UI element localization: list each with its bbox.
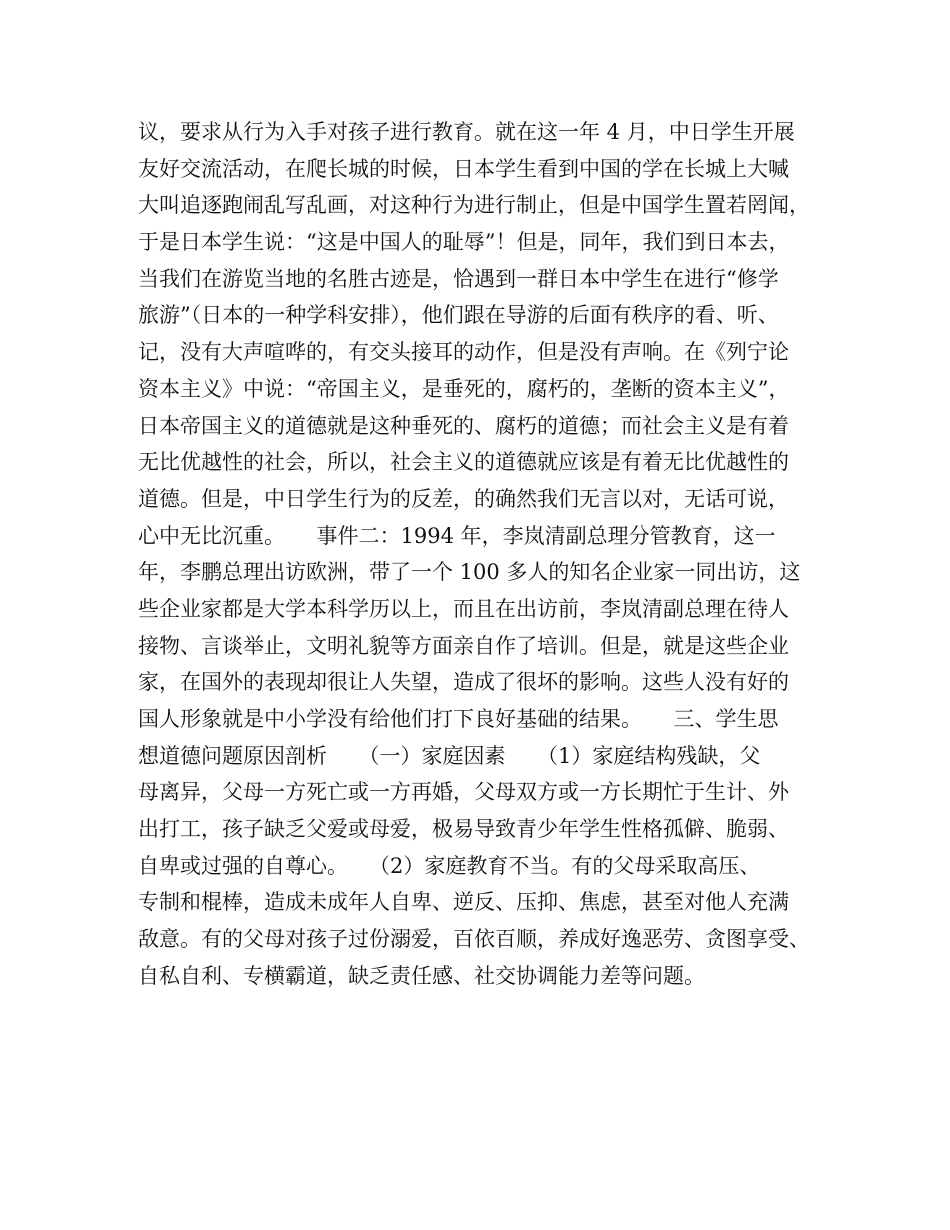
text-line: 自卑或过强的自尊心。 （2）家庭教育不当。有的父母采取高压、	[138, 853, 761, 878]
text-line: 母离异，父母一方死亡或一方再婚，父母双方或一方长期忙于生计、外	[138, 780, 789, 805]
text-line: 心中无比沉重。 事件二：1994 年，李岚清副总理分管教育，这一	[138, 523, 776, 548]
text-line: 出打工，孩子缺乏父爱或母爱，极易导致青少年学生性格孤僻、脆弱、	[138, 817, 789, 842]
text-line: 无比优越性的社会，所以，社会主义的道德就应该是有着无比优越性的	[138, 450, 789, 475]
body-text	[138, 114, 838, 995]
text-line: 些企业家都是大学本科学历以上，而且在出访前，李岚清副总理在待人	[138, 596, 789, 621]
text-line: 自私自利、专横霸道，缺乏责任感、社交协调能力差等问题。	[138, 963, 705, 988]
text-line: 日本帝国主义的道德就是这种垂死的、腐朽的道德；而社会主义是有着	[138, 413, 789, 438]
text-line: 旅游”（日本的一种学科安排），他们跟在导游的后面有秩序的看、听、	[138, 303, 779, 328]
text-line: 接物、言谈举止，文明礼貌等方面亲自作了培训。但是，就是这些企业	[138, 633, 789, 658]
text-line: 资本主义》中说：“帝国主义，是垂死的，腐朽的，垄断的资本主义”，	[138, 376, 790, 401]
text-line: 年，李鹏总理出访欧洲，带了一个 100 多人的知名企业家一同出访，这	[138, 560, 801, 585]
text-line: 于是日本学生说：“这是中国人的耻辱”！但是，同年，我们到日本去，	[138, 230, 790, 255]
text-line: 当我们在游览当地的名胜古迹是，恰遇到一群日本中学生在进行“修学	[138, 266, 779, 291]
text-line: 议，要求从行为入手对孩子进行教育。就在这一年 4 月，中日学生开展	[138, 120, 795, 144]
text-line: 敌意。有的父母对孩子过份溺爱，百依百顺，养成好逸恶劳、贪图享受、	[138, 927, 810, 952]
text-line: 道德。但是，中日学生行为的反差，的确然我们无言以对，无话可说，	[138, 486, 789, 511]
text-line: 专制和棍棒，造成未成年人自卑、逆反、压抑、焦虑，甚至对他人充满	[138, 890, 789, 915]
text-line: 记，没有大声喧哗的，有交头接耳的动作，但是没有声响。在《列宁论	[138, 340, 789, 365]
text-line: 大叫追逐跑闹乱写乱画，对这种行为进行制止，但是中国学生置若罔闻，	[138, 193, 810, 218]
text-line: 家，在国外的表现却很让人失望，造成了很坏的影响。这些人没有好的	[138, 670, 789, 695]
text-line: 想道德问题原因剖析 （一）家庭因素 （1）家庭结构残缺，父	[138, 743, 761, 768]
text-line: 友好交流活动，在爬长城的时候，日本学生看到中国的学在长城上大喊	[138, 156, 789, 181]
text-line: 国人形象就是中小学没有给他们打下良好基础的结果。 三、学生思	[138, 707, 779, 731]
